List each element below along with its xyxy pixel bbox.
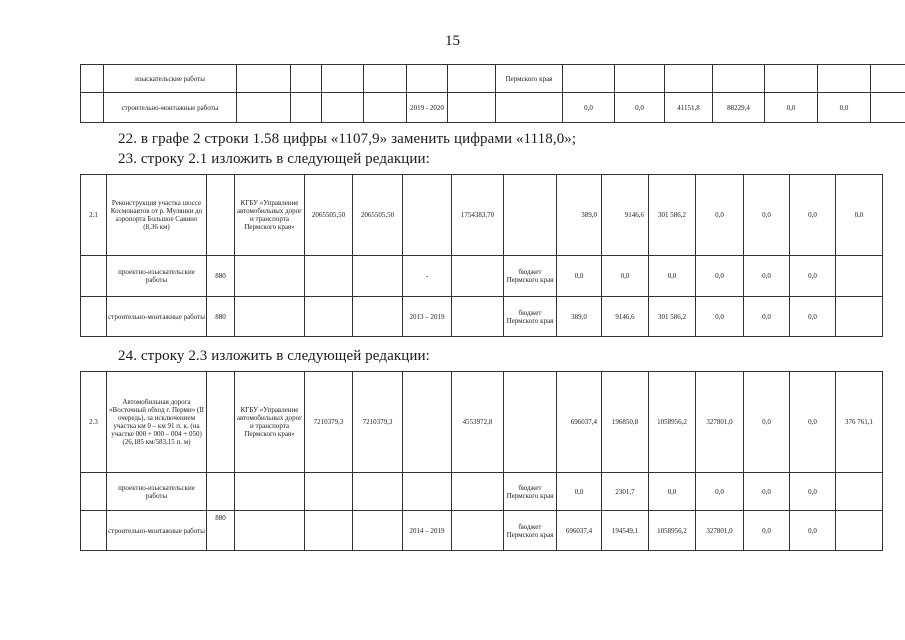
budget-cell: бюджет Пермского края bbox=[504, 297, 557, 337]
budget-cell: бюджет Пермского края bbox=[504, 256, 557, 297]
value-cell: 0,0 bbox=[696, 175, 744, 256]
cost-cell: 2065505,50 bbox=[353, 175, 403, 256]
table-row-2-1 bbox=[80, 174, 883, 337]
value-cell: 0,0 bbox=[790, 256, 836, 297]
value-cell: 9146,6 bbox=[602, 297, 649, 337]
prev-cell: 1754383,70 bbox=[452, 175, 504, 256]
value-cell: 0,0 bbox=[557, 473, 602, 511]
value-cell: 0,0 bbox=[790, 175, 836, 256]
work-type-cell: строительно-монтажные работы bbox=[107, 297, 207, 337]
budget-cell: бюджет Пермского края bbox=[504, 511, 557, 551]
value-cell: 0,0 bbox=[790, 473, 836, 511]
value-cell: 0,0 bbox=[744, 511, 790, 551]
value-cell: 696037,4 bbox=[557, 511, 602, 551]
budget-cell: Пермского края bbox=[496, 65, 563, 93]
value-cell: 0,0 bbox=[744, 297, 790, 337]
value-cell: 0,0 bbox=[696, 297, 744, 337]
value-cell: 0,0 bbox=[557, 256, 602, 297]
table-row bbox=[81, 93, 905, 123]
value-cell: 376 761,1 bbox=[836, 372, 883, 473]
work-type-cell: строительно-монтажные работы bbox=[104, 93, 237, 123]
object-name: Реконструкция участка шоссе Космонавтов от р. Мулянки до аэропорта Большое Савино (8,36 км) bbox=[107, 175, 207, 256]
table-row bbox=[81, 65, 905, 93]
table-continuation bbox=[80, 64, 905, 123]
cost-cell: 7210379,3 bbox=[353, 372, 403, 473]
value-cell: 1058956,2 bbox=[649, 511, 696, 551]
value-cell: 0,0 bbox=[790, 372, 836, 473]
value-cell: 0,0 bbox=[818, 93, 871, 123]
value-cell: 301 586,2 bbox=[649, 297, 696, 337]
table-row-2-3 bbox=[80, 371, 883, 551]
page-number: 15 bbox=[445, 33, 460, 49]
paragraph-23: 23. строку 2.1 изложить в следующей редакции: bbox=[118, 151, 430, 167]
value-cell: 9146,6 bbox=[602, 175, 649, 256]
work-type-cell: строительно-монтажные работы bbox=[107, 511, 207, 551]
paragraph-22: 22. в графе 2 строки 1.58 цифры «1107,9» заменить цифрами «1118,0»; bbox=[118, 131, 577, 147]
value-cell: 0,0 bbox=[790, 297, 836, 337]
code-cell: 880 bbox=[207, 256, 235, 297]
value-cell: 41151,8 bbox=[665, 93, 713, 123]
row-number: 2.1 bbox=[81, 175, 107, 256]
value-cell: 0,0 bbox=[836, 175, 883, 256]
value-cell: 0,0 bbox=[744, 473, 790, 511]
code-cell: 880 bbox=[207, 297, 235, 337]
work-type-cell: проектно-изыскательские работы bbox=[107, 256, 207, 297]
customer-cell: КГБУ «Управление автомобильных дорог и транспорта Пермского края» bbox=[235, 372, 305, 473]
value-cell: 0,0 bbox=[765, 93, 818, 123]
value-cell: 2301,7 bbox=[602, 473, 649, 511]
cost-cell: 2065505,50 bbox=[305, 175, 353, 256]
value-cell: 0,0 bbox=[563, 93, 615, 123]
value-cell: 196850,8 bbox=[602, 372, 649, 473]
paragraph-24: 24. строку 2.3 изложить в следующей редакции: bbox=[118, 348, 430, 364]
value-cell: 389,0 bbox=[557, 175, 602, 256]
table-row bbox=[81, 473, 883, 511]
table-row bbox=[81, 372, 883, 473]
value-cell: 327801,0 bbox=[696, 372, 744, 473]
value-cell: 0,0 bbox=[696, 256, 744, 297]
value-cell: 0,0 bbox=[696, 473, 744, 511]
years-cell: - bbox=[403, 256, 452, 297]
table-row bbox=[81, 175, 883, 256]
value-cell: 696037,4 bbox=[557, 372, 602, 473]
value-cell: 88229,4 bbox=[713, 93, 765, 123]
years-cell: 2013 – 2019 bbox=[403, 297, 452, 337]
customer-cell: КГБУ «Управление автомобильных дорог и транспорта Пермского края» bbox=[235, 175, 305, 256]
value-cell: 389,0 bbox=[557, 297, 602, 337]
prev-cell: 4553972,8 bbox=[452, 372, 504, 473]
value-cell: 0,0 bbox=[744, 175, 790, 256]
row-number: 2.3 bbox=[81, 372, 107, 473]
table-row bbox=[81, 511, 883, 551]
work-type-cell: проектно-изыскательские работы bbox=[107, 473, 207, 511]
years-cell: 2019 - 2020 bbox=[407, 93, 448, 123]
value-cell: 0,0 bbox=[790, 511, 836, 551]
table-row bbox=[81, 256, 883, 297]
code-cell: 880 bbox=[207, 511, 235, 551]
years-cell: 2014 – 2019 bbox=[403, 511, 452, 551]
value-cell: 0,0 bbox=[744, 372, 790, 473]
budget-cell: бюджет Пермского края bbox=[504, 473, 557, 511]
value-cell: 0,0 bbox=[744, 256, 790, 297]
value-cell: 0,0 bbox=[649, 473, 696, 511]
value-cell: 1058956,2 bbox=[649, 372, 696, 473]
value-cell: 194549,1 bbox=[602, 511, 649, 551]
value-cell: 0,0 bbox=[615, 93, 665, 123]
value-cell: 0,0 bbox=[602, 256, 649, 297]
object-name: Автомобильная дорога «Восточный обход г. Перми» (II очередь), за исключением участка км 0 – км 91 п. к. (на участке 000 + 000 – 004 + 050) (26,185 км/583,15 п. м) bbox=[107, 372, 207, 473]
value-cell: 301 586,2 bbox=[649, 175, 696, 256]
table-row bbox=[81, 297, 883, 337]
cost-cell: 7210379,3 bbox=[305, 372, 353, 473]
work-type-cell: изыскательские работы bbox=[104, 65, 237, 93]
value-cell: 0,0 bbox=[649, 256, 696, 297]
value-cell: 327801,0 bbox=[696, 511, 744, 551]
